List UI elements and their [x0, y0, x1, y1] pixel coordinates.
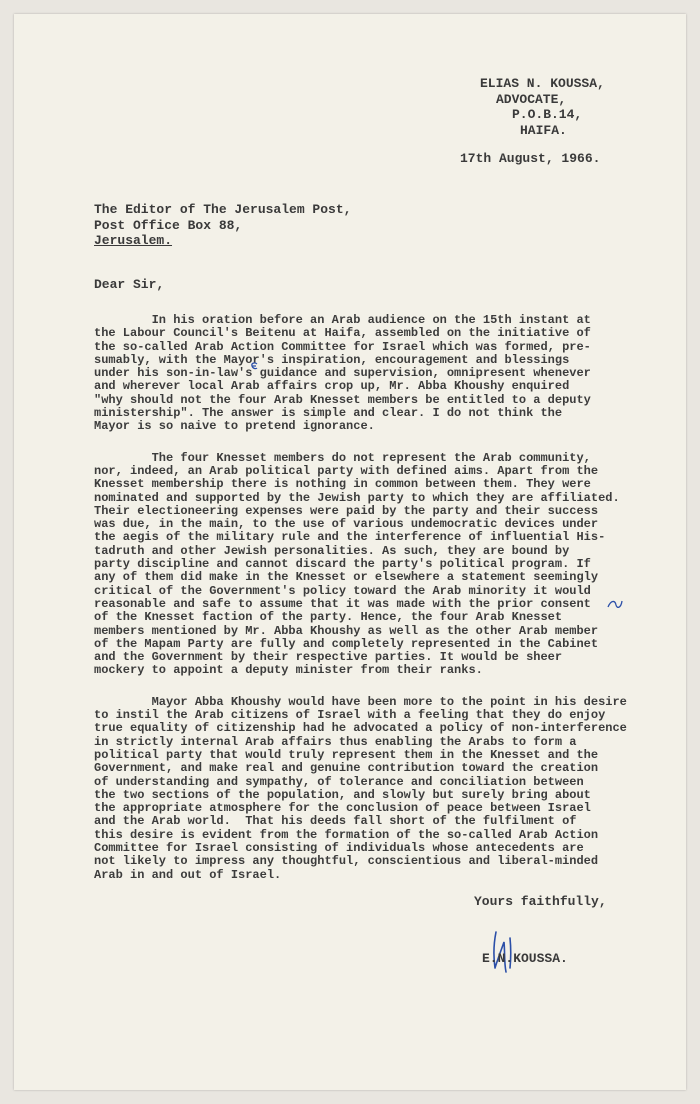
paragraph-line: nor, indeed, an Arab political party with defined aims. Apart from the: [94, 464, 599, 478]
pen-correction-mark-icon: [606, 597, 624, 611]
paragraph-line: of understanding and sympathy, of tolerance and conciliation between: [94, 775, 584, 789]
paragraph-line: the appropriate atmosphere for the conclusion of peace between Israel: [94, 802, 591, 816]
paragraph-line: not likely to impress any thoughtful, conscientious and liberal-minded: [94, 855, 599, 869]
paragraph-line: of the Mapam Party are fully and completely represented in the Cabinet: [94, 637, 599, 651]
paragraph-2: [94, 452, 688, 678]
paragraph-line: critical of the Government's policy toward the Arab minority it would: [94, 584, 591, 598]
pen-insertion-mark-icon: [249, 361, 259, 371]
paragraph-line: mockery to appoint a deputy minister from their ranks.: [94, 664, 483, 678]
recipient-line-2: Post Office Box 88,: [94, 217, 243, 233]
paragraph-line: Knesset membership there is nothing in common between them. They were: [94, 478, 591, 492]
paragraph-1: [94, 314, 688, 434]
paragraph-line: under his son-in-law's guidance and supervision, omnipresent whenever: [94, 367, 591, 381]
signature-name: E.N.KOUSSA.: [482, 951, 568, 966]
sender-name: ELIAS N. KOUSSA,: [480, 76, 605, 91]
paragraph-line: reasonable and safe to assume that it was made with the prior consent: [94, 597, 591, 611]
paragraph-line: tadruth and other Jewish personalities. As such, they are bound by: [94, 544, 570, 558]
paragraph-line: "why should not the four Arab Knesset members be entitled to a deputy: [94, 393, 591, 407]
paragraph-line: the aegis of the military rule and the interference of influential His-: [94, 531, 606, 545]
paragraph-line: any of them did make in the Knesset or elsewhere a statement seemingly: [94, 571, 599, 585]
letter-page: [14, 14, 686, 1090]
letter-date: 17th August, 1966.: [460, 151, 601, 166]
paragraph-line: Mayor Abba Khoushy would have been more to the point in his desire: [94, 695, 627, 709]
closing: Yours faithfully,: [474, 894, 607, 909]
paragraph-line: and the Arab world. That his deeds fall short of the fulfilment of: [94, 815, 577, 829]
paragraph-line: in strictly internal Arab affairs thus enabling the Arabs to form a: [94, 735, 577, 749]
letter-body: [94, 314, 688, 900]
paragraph-line: Committee for Israel consisting of individuals whose antecedents are: [94, 841, 584, 855]
paragraph-line: The four Knesset members do not represent the Arab community,: [94, 451, 591, 465]
paragraph-line: ministership". The answer is simple and clear. I do not think the: [94, 407, 563, 421]
paragraph-line: and the Government by their respective parties. It would be sheer: [94, 651, 563, 665]
paragraph-line: of the Knesset faction of the party. Hence, the four Arab Knesset: [94, 611, 563, 625]
paragraph-line: this desire is evident from the formation of the so-called Arab Action: [94, 828, 599, 842]
paragraph-line: to instil the Arab citizens of Israel with a feeling that they do enjoy: [94, 709, 606, 723]
paragraph-line: political party that would truly represent them in the Knesset and the: [94, 748, 599, 762]
paragraph-line: Their electioneering expenses were paid by the party and their success: [94, 504, 599, 518]
recipient-line-1: The Editor of The Jerusalem Post,: [94, 202, 352, 217]
paragraph-line: members mentioned by Mr. Abba Khoushy as well as the other Arab member: [94, 624, 599, 638]
paragraph-line: Mayor is so naive to pretend ignorance.: [94, 420, 375, 434]
paragraph-line: In his oration before an Arab audience on the 15th instant at: [94, 314, 591, 327]
paragraph-line: nominated and supported by the Jewish party to which they are affiliated.: [94, 491, 620, 505]
sender-pob: P.O.B.14,: [512, 107, 583, 122]
sender-title: ADVOCATE,: [496, 91, 567, 107]
paragraph-line: the two sections of the population, and slowly but surely bring about: [94, 788, 591, 802]
salutation: Dear Sir,: [94, 277, 165, 292]
paragraph-line: party discipline and cannot discard the party's political program. If: [94, 558, 591, 572]
recipient-line-3: Jerusalem.: [94, 233, 173, 248]
paragraph-line: and wherever local Arab affairs crop up, Mr. Abba Khoushy enquired: [94, 380, 570, 394]
recipient-address: [94, 202, 351, 249]
sender-address: [480, 76, 605, 138]
paragraph-line: the so-called Arab Action Committee for Israel which was formed, pre-: [94, 340, 591, 354]
sender-city: HAIFA.: [520, 122, 567, 138]
paragraph-line: true equality of citizenship had he advocated a policy of non-interference: [94, 722, 627, 736]
paragraph-line: was due, in the main, to the use of various undemocratic devices under: [94, 518, 599, 532]
paragraph-line: sumably, with the Mayor's inspiration, encouragement and blessings: [94, 353, 570, 367]
paragraph-line: Arab in and out of Israel.: [94, 868, 282, 882]
paragraph-line: Government, and make real and genuine contribution toward the creation: [94, 762, 599, 776]
paragraph-line: the Labour Council's Beitenu at Haifa, assembled on the initiative of: [94, 327, 591, 341]
paragraph-3: [94, 696, 688, 882]
